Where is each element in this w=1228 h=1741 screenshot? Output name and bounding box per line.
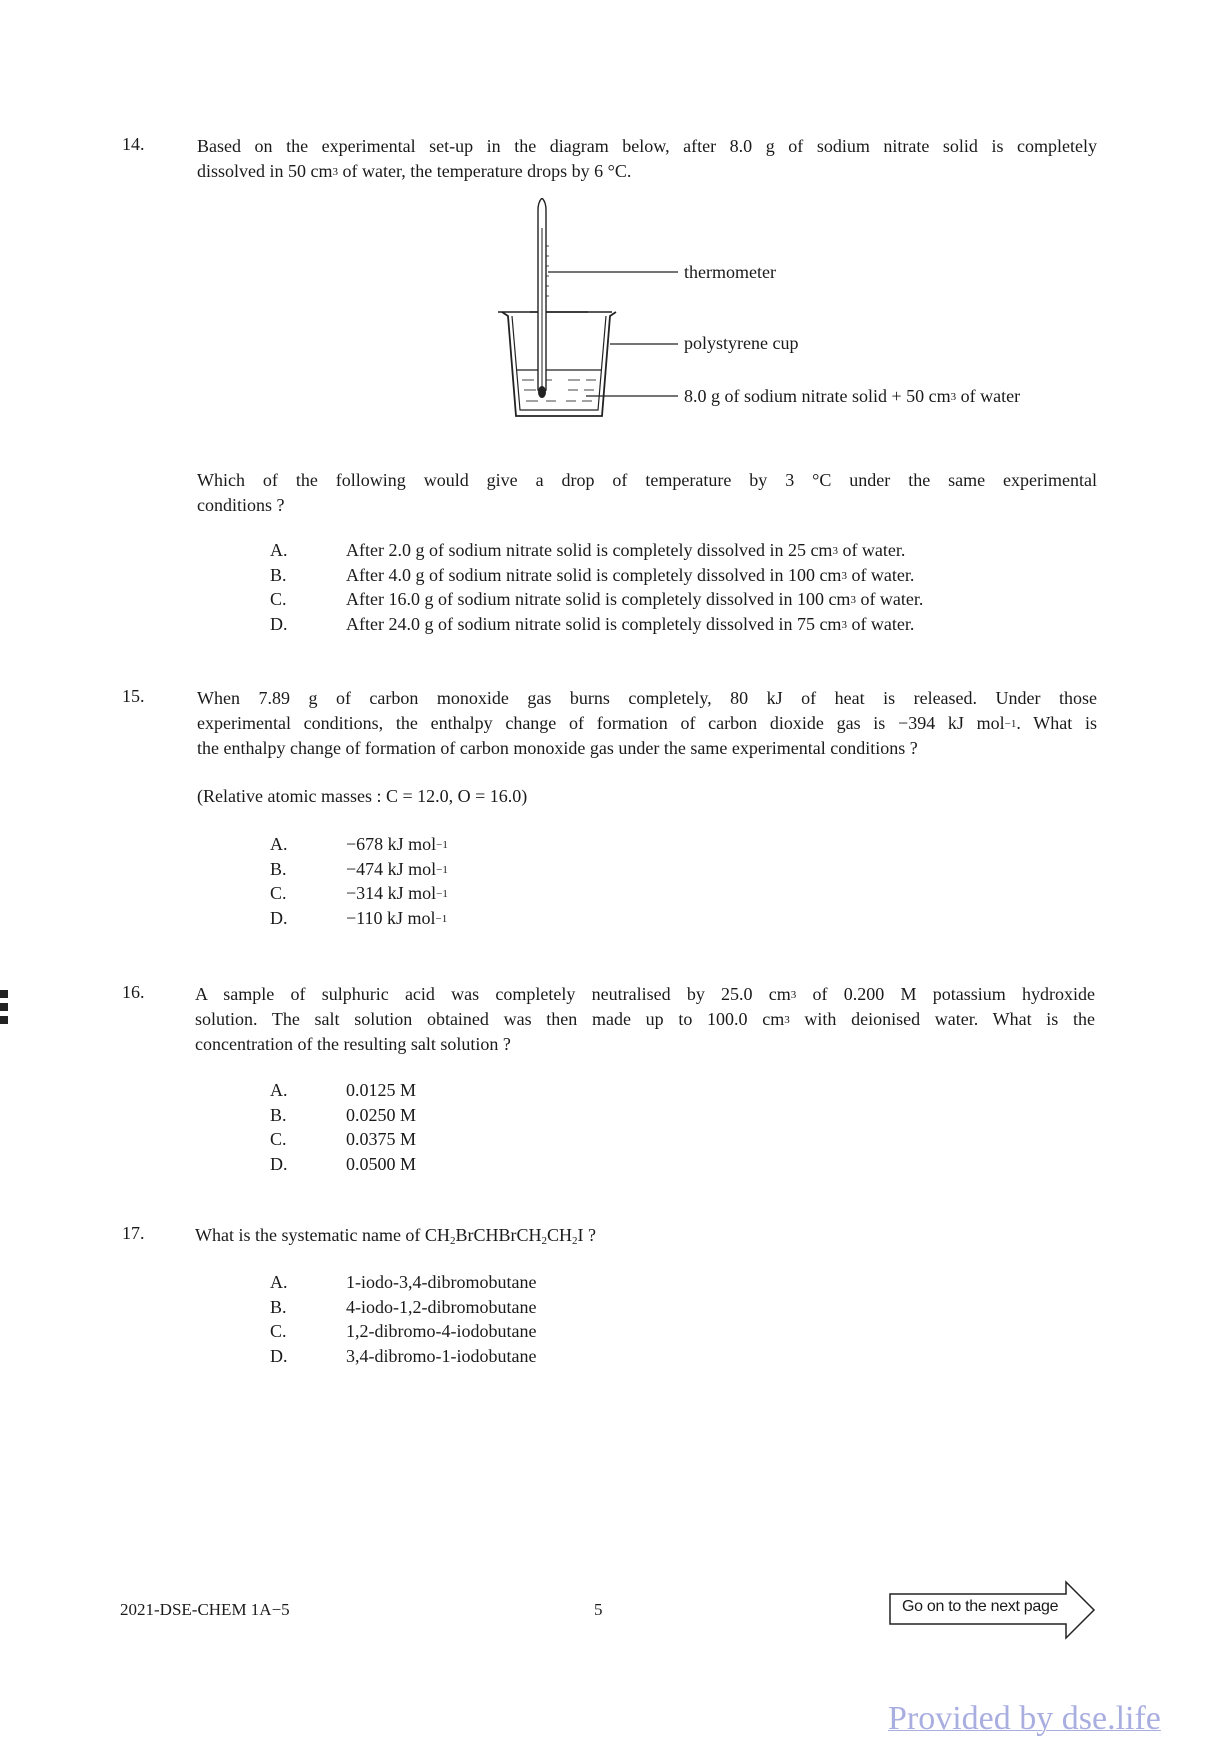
options-list — [270, 538, 923, 636]
margin-mark — [0, 1003, 8, 1011]
contents-label: 8.0 g of sodium nitrate solid + 50 $cm^3$ of water — [684, 386, 1021, 406]
question-number: 16. — [122, 982, 145, 1002]
option-c[interactable]: C. 1,2-dibromo-4-iodobutane — [270, 1321, 537, 1341]
margin-mark — [0, 990, 8, 998]
next-page-label: Go on to the next page — [902, 1598, 1059, 1615]
option-b[interactable]: B. 4-iodo-1,2-dibromobutane — [270, 1296, 537, 1317]
question-stem: What is the systematic name of $CH_2BrCHBrCH_2CH_2I$ ? — [195, 1225, 596, 1247]
question-prompt: Which of the following would give a drop of temperature by 3 °C under the same experimental conditions ? — [197, 470, 1097, 515]
stem-line: dissolved in 50 $cm^3$ of water, the temperature drops by 6 °C. — [197, 161, 632, 181]
paper-code: 2021-DSE-CHEM 1A−5 — [120, 1600, 290, 1619]
option-d[interactable]: D. −110 kJ mol$^{-1}$ — [270, 907, 448, 928]
thermometer-label: thermometer — [684, 262, 776, 282]
polystyrene-cup-label: polystyrene cup — [684, 333, 799, 353]
options-list — [270, 832, 448, 930]
question-number: 14. — [122, 134, 145, 154]
option-d[interactable]: D. After 24.0 g of sodium nitrate solid is completely dissolved in 75 $cm^3$ of water. — [270, 613, 915, 634]
question-number: 17. — [122, 1223, 145, 1243]
option-d[interactable]: D. 0.0500 M — [270, 1153, 417, 1174]
option-b[interactable]: B. −474 kJ mol$^{-1}$ — [270, 858, 448, 879]
options-list — [270, 1270, 536, 1368]
question-stem: A sample of sulphuric acid was completely neutralised by 25.0 $cm^3$ of 0.200 M potassium hydroxide solution. The salt solution obtained was then made up to 100.0 $cm^3$ with deionised water. What is the concentration of the resulting salt solution ? — [195, 984, 1095, 1054]
option-c[interactable]: C. After 16.0 g of sodium nitrate solid is completely dissolved in 100 $cm^3$ of water. — [270, 589, 924, 609]
question-stem: When 7.89 g of carbon monoxide gas burns completely, 80 kJ of heat is released. Under those experimental conditions, the enthalpy change of formation of carbon dioxide gas is −394 kJ mol$^{-1}$. What is the enthalpy change of formation of carbon monoxide gas under the same experimental conditions ? — [197, 688, 1097, 758]
stem-line: Based on the experimental set-up in the diagram below, after 8.0 g of sodium nitrate solid is completely — [197, 136, 1097, 156]
page-number: 5 — [594, 1600, 603, 1619]
options-list — [270, 1078, 416, 1176]
option-c[interactable]: C. −314 kJ mol$^{-1}$ — [270, 883, 448, 903]
option-b[interactable]: B. 0.0250 M — [270, 1104, 417, 1125]
option-c[interactable]: C. 0.0375 M — [270, 1129, 417, 1149]
relative-atomic-masses: (Relative atomic masses : C = 12.0, O = 16.0) — [197, 786, 528, 806]
question-number: 15. — [122, 686, 145, 706]
next-page-arrow[interactable] — [888, 1580, 1098, 1640]
option-a[interactable]: A. 1-iodo-3,4-dibromobutane — [270, 1272, 537, 1292]
margin-mark — [0, 1016, 8, 1024]
option-a[interactable]: A. −678 kJ mol$^{-1}$ — [270, 834, 448, 854]
option-a[interactable]: A. 0.0125 M — [270, 1080, 417, 1100]
question-stem — [197, 134, 1097, 184]
option-d[interactable]: D. 3,4-dibromo-1-iodobutane — [270, 1345, 537, 1366]
calorimeter-diagram — [490, 198, 690, 428]
option-b[interactable]: B. After 4.0 g of sodium nitrate solid is completely dissolved in 100 $cm^3$ of water. — [270, 564, 915, 585]
option-a[interactable]: A. After 2.0 g of sodium nitrate solid is completely dissolved in 25 $cm^3$ of water. — [270, 540, 906, 560]
watermark: Provided by dse.life — [888, 1700, 1161, 1737]
